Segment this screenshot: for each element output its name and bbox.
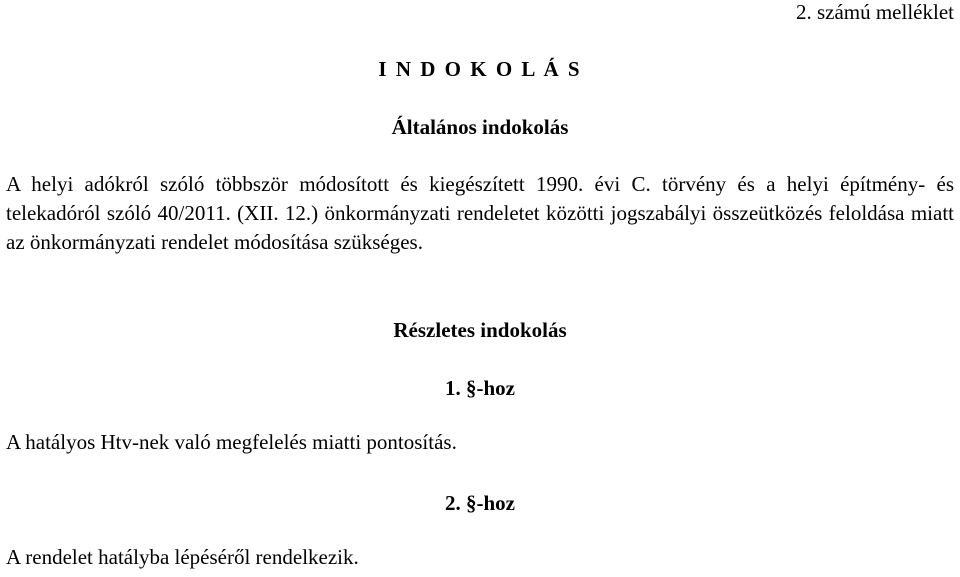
general-justification-text: A helyi adókról szóló többször módosított és kiegészített 1990. évi C. törvény és a helyi építmény- és telekadóról szóló 40/2011. (XII. 12.) önkormányzati rendeletet közötti jogszabályi összeütközés feloldása miatt az önkormányzati rendelet módosítása szükséges. xyxy=(6,172,954,254)
detailed-justification-heading: Részletes indokolás xyxy=(393,318,567,342)
annex-label: 2. számú melléklet xyxy=(795,0,954,24)
section-2-text: A rendelet hatályba lépéséről rendelkezik. xyxy=(6,545,359,569)
document-title: I N D O K O L Á S xyxy=(378,57,582,81)
section-1-text: A hatályos Htv-nek való megfelelés miatti pontosítás. xyxy=(6,430,457,454)
section-2-heading: 2. §-hoz xyxy=(445,491,515,515)
general-justification-heading: Általános indokolás xyxy=(391,115,569,139)
section-1-heading: 1. §-hoz xyxy=(445,376,515,400)
